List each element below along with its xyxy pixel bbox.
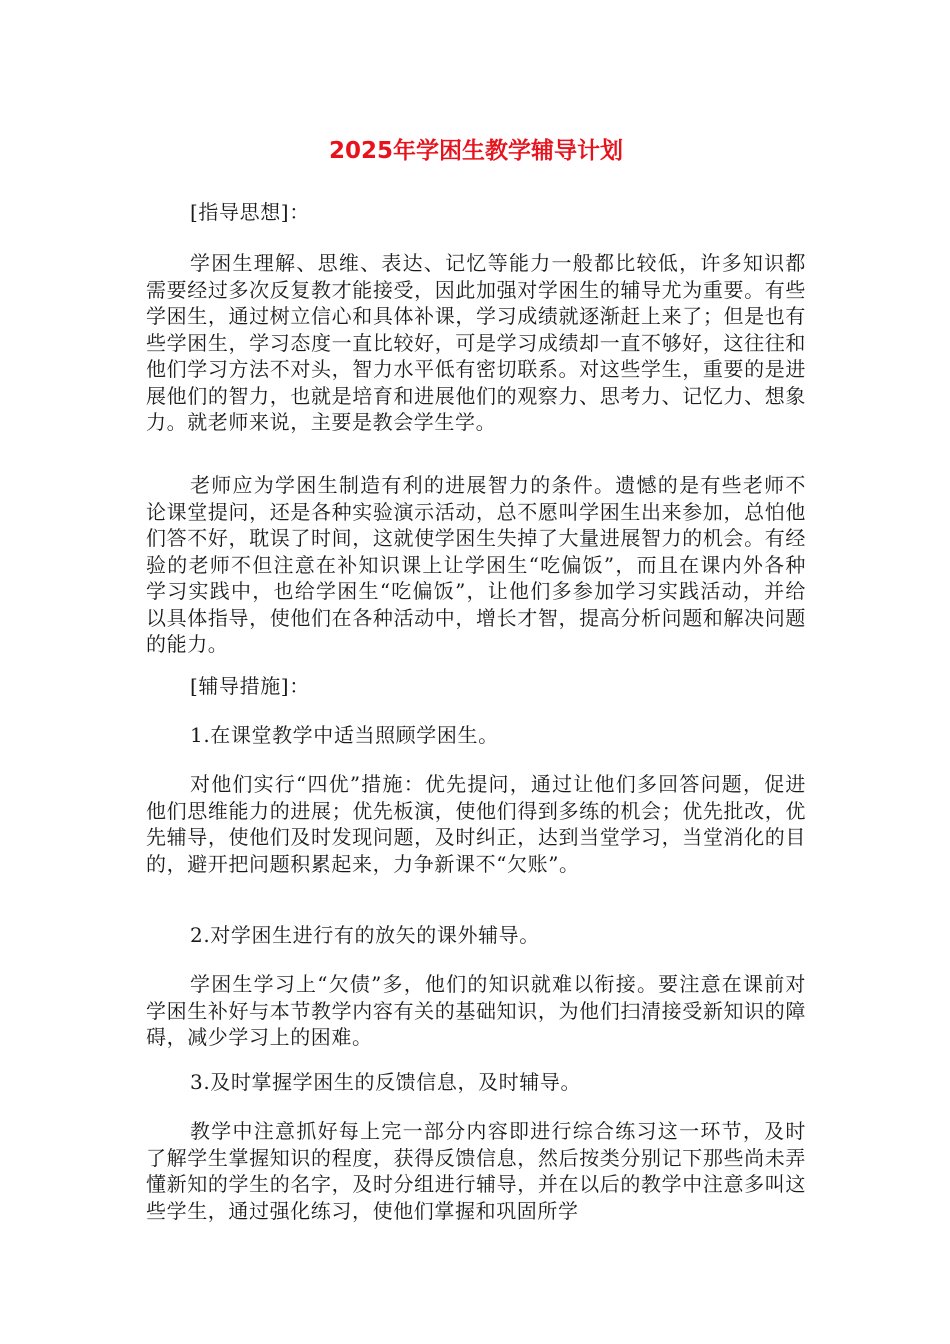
measure-1-text: 对他们实行“四优”措施：优先提问，通过让他们多回答问题，促进他们思维能力的进展；优先板演，使他们得到多练的机会；优先批改，优先辅导，使他们及时发现问题，及时纠正，达到当堂学习，当堂消化的目的，避开把问题积累起来，力争新课不“欠账”。	[146, 772, 806, 876]
section-heading-measures: [辅导措施]：	[190, 674, 310, 698]
measure-3-text: 教学中注意抓好每上完一部分内容即进行综合练习这一环节，及时了解学生掌握知识的程度，获得反馈信息，然后按类分别记下那些尚未弄懂新知的学生的名字，及时分组进行辅导，并在以后的教学中注意多叫这些学生，通过强化练习，使他们掌握和巩固所学	[146, 1119, 806, 1223]
paragraph-guiding-2: 老师应为学困生制造有利的进展智力的条件。遗憾的是有些老师不论课堂提问，还是各种实验演示活动，总不愿叫学困生出来参加，总怕他们答不好，耽误了时间，这就使学困生失掉了大量进展智力的机会。有经验的老师不但注意在补知识课上让学困生“吃偏饭”，而且在课内外各种学习实践中，也给学困生“吃偏饭”，让他们多参加学习实践活动，并给以具体指导，使他们在各种活动中，增长才智，提高分析问题和解决问题的能力。	[146, 473, 806, 656]
section-heading-guiding: [指导思想]：	[190, 200, 310, 224]
measure-2-heading: 2.对学困生进行有的放矢的课外辅导。	[190, 923, 540, 947]
measure-2-text: 学困生学习上“欠债”多，他们的知识就难以衔接。要注意在课前对学困生补好与本节教学内容有关的基础知识，为他们扫清接受新知识的障碍，减少学习上的困难。	[146, 972, 806, 1049]
measure-3-heading: 3.及时掌握学困生的反馈信息，及时辅导。	[190, 1070, 582, 1094]
paragraph-guiding-1: 学困生理解、思维、表达、记忆等能力一般都比较低，许多知识都需要经过多次反复教才能接受，因此加强对学困生的辅导尤为重要。有些学困生，通过树立信心和具体补课，学习成绩就逐渐赶上来了；但是也有些学困生，学习态度一直比较好，可是学习成绩却一直不够好，这往往和他们学习方法不对头，智力水平低有密切联系。对这些学生，重要的是进展他们的智力，也就是培育和进展他们的观察力、思考力、记忆力、想象力。就老师来说，主要是教会学生学。	[146, 251, 806, 434]
page-title: 2025年学困生教学辅导计划	[328, 138, 623, 164]
measure-1-heading: 1.在课堂教学中适当照顾学困生。	[190, 723, 499, 747]
